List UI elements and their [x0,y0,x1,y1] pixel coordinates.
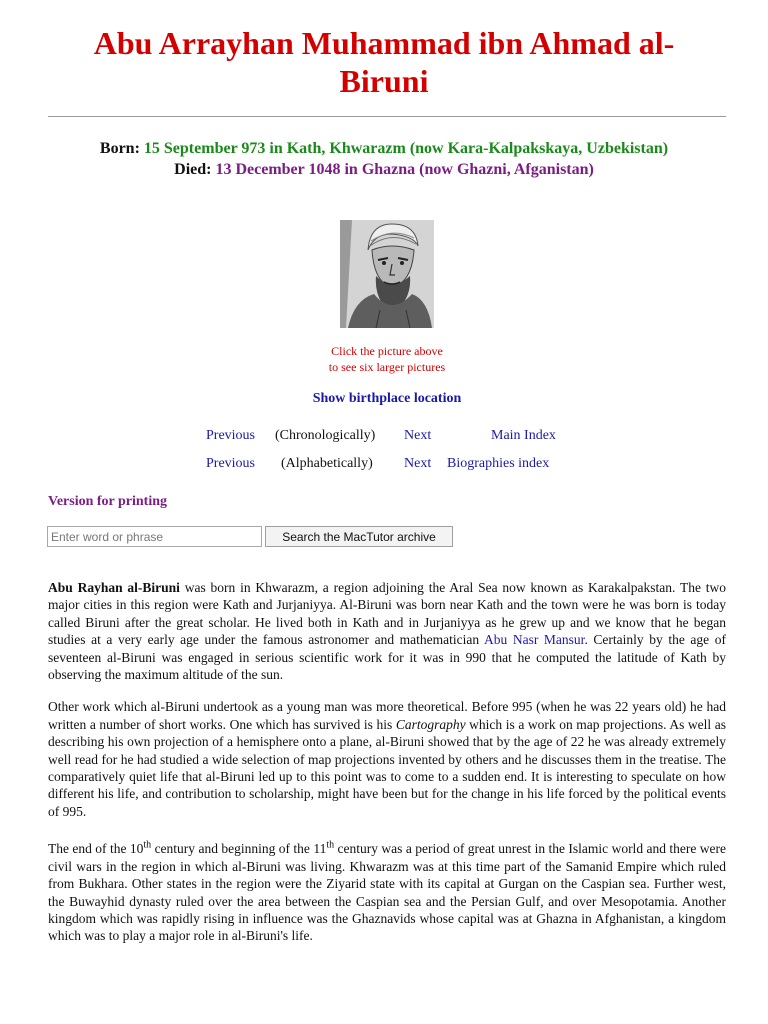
died-label: Died: [174,161,212,178]
paragraph-1 [48,579,726,683]
superscript-th-1: th [143,839,152,851]
born-label: Born: [99,140,140,157]
portrait-image[interactable] [340,220,434,328]
paragraph-3 [48,840,726,944]
print-version-link[interactable]: Version for printing [48,494,168,509]
biographies-index-link[interactable]: Biographies index [447,456,550,471]
search-button[interactable]: Search the MacTutor archive [265,526,453,547]
chronological-label: (Chronologically) [275,428,376,443]
cartography-title: Cartography [395,716,466,732]
title-divider [48,116,726,117]
birthplace-link[interactable]: Show birthplace location [312,391,462,406]
born-value: 15 September 973 in Kath, Khwarazm (now Kara-Kalpakskaya, Uzbekistan) [143,140,669,157]
page-title: Abu Arrayhan Muhammad ibn Ahmad al-Biruni [93,25,675,99]
portrait-caption-line1: Click the picture above [331,344,443,358]
born-line [60,138,708,159]
portrait-drawing [340,220,434,328]
paragraph-3-text-b: century and beginning of the 11 [151,841,327,857]
next-chronological-link[interactable]: Next [404,428,432,443]
superscript-th-2: th [326,839,335,851]
paragraph-3-text-c: century was a period of great unrest in the Islamic world and there were civil wars in the region in which al-Biruni was living. Khwarazm was at this time part of the Samanid Empire which ruled from Bukhara. Other states in the region were the Ziyarid state with its capital at Gurgan on the Caspian sea. Further west, the Buwayhid dynasty ruled over the area between the Caspian sea and the Persian Gulf, and over Mesopotamia. Another kingdom which was rapidly rising in influence was the Ghaznavids whose capital was at Ghazna in Afghanistan, a kingdom which was to play a major role in al-Biruni's life. [48,841,727,944]
alphabetical-label: (Alphabetically) [281,456,373,471]
abu-nasr-mansur-link[interactable]: Abu Nasr Mansur [484,632,585,648]
died-line [60,159,708,180]
prev-chronological-link[interactable]: Previous [206,428,255,443]
subject-name: Abu Rayhan al-Biruni [48,580,180,595]
paragraph-1-text-b: . Certainly by the age of seventeen al-Biruni was engaged in serious scientific work for it was in 990 that he computed the latitude of Kath by observing the maximum altitude of the sun. [48,632,726,683]
died-value: 13 December 1048 in Ghazna (now Ghazni, Afganistan) [215,161,594,178]
portrait-caption [230,343,544,375]
next-alphabetical-link[interactable]: Next [404,456,432,471]
main-index-link[interactable]: Main Index [491,428,556,443]
paragraph-1-text-a: was born in Khwarazm, a region adjoining the Aral Sea now known as Karakalpakstan. The two major cities in this region were Kath and Jurjaniyya. Al-Biruni was born near Kath and the town were he was born is today called Biruni after the great scholar. He lived both in Kath and in Jurjaniyya as he grew up and we know that he began studies at a very early age under the famous astronomer and mathematician [48,580,726,648]
search-input[interactable] [47,526,262,547]
paragraph-2-text-b: which is a work on map projections. As well as describing his own projection of a hemisphere onto a plane, al-Biruni showed that by the age of 22 he was already extremely well read for he had studied a wide selection of map projections invented by others and he discusses them in the treatise. The comparatively quiet life that al-Biruni led up to this point was to come to a sudden end. It is interesting to speculate on how different his life, and contribution to scholarship, might have been but for the change in his life forced by the political events of 995. [48,716,726,819]
nav-chronological [0,428,768,448]
paragraph-2-text-a: Other work which al-Biruni undertook as a young man was more theoretical. Before 995 (when he was 22 years old) he had written a number of short works. One which has survived is his [48,699,726,732]
paragraph-2 [48,698,726,820]
paragraph-3-text-a: The end of the 10 [48,841,144,857]
biography-text [48,579,726,960]
prev-alphabetical-link[interactable]: Previous [206,456,255,471]
life-dates [60,138,708,180]
portrait-caption-line2: to see six larger pictures [328,360,446,374]
nav-alphabetical [0,456,768,476]
